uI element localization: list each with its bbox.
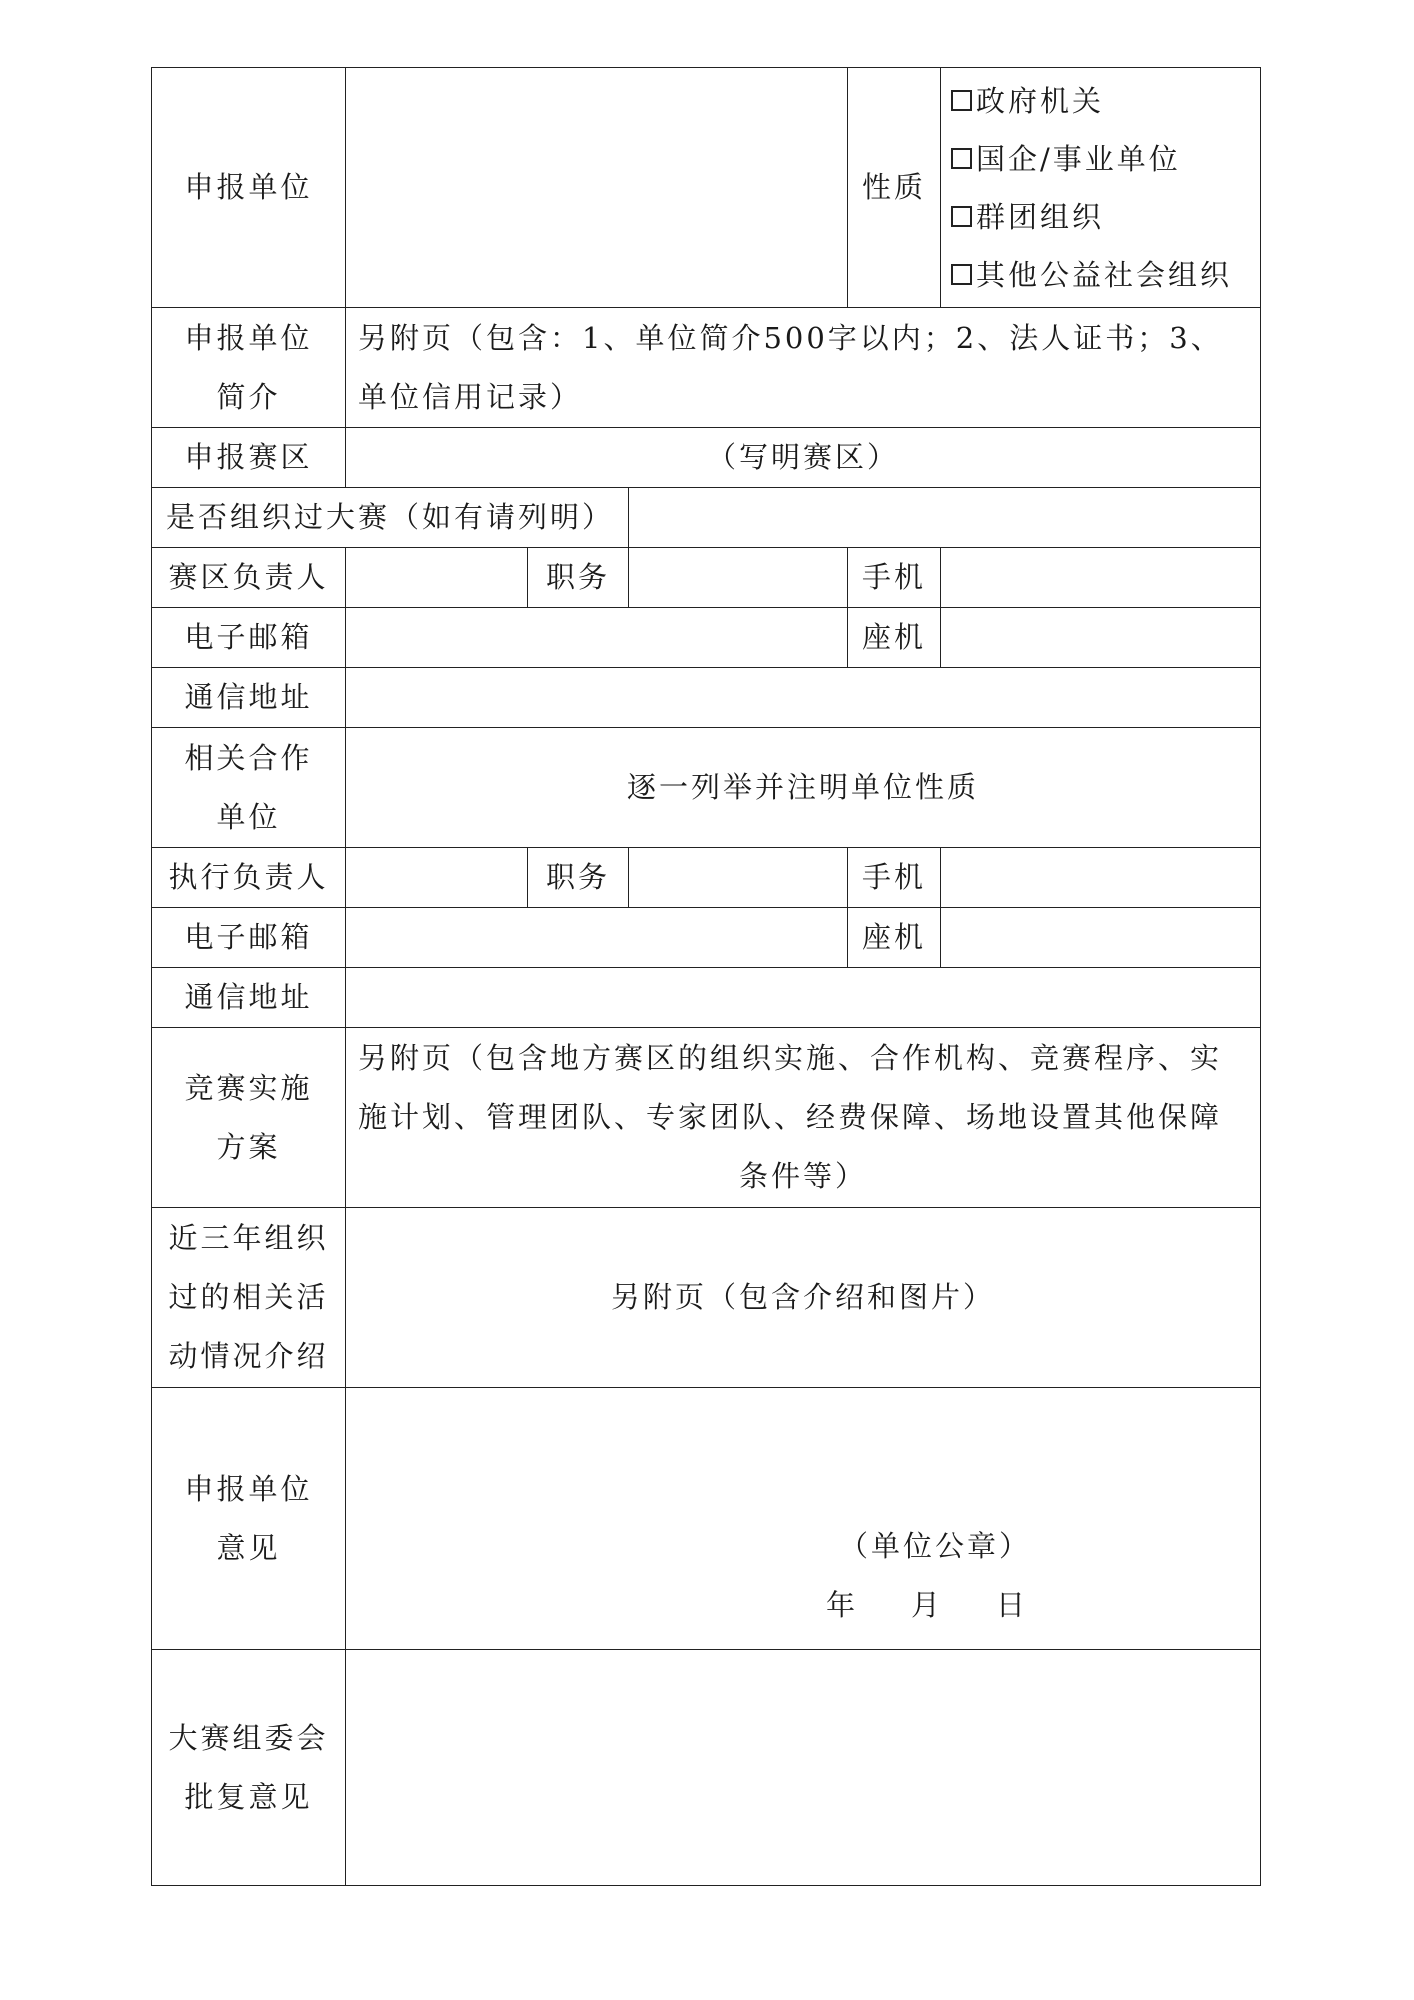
applicant-opinion-label bbox=[152, 1388, 346, 1650]
date-line bbox=[826, 1583, 1025, 1624]
position-field[interactable] bbox=[629, 848, 848, 908]
row-executive-leader bbox=[152, 848, 1261, 908]
applicant-unit-label: 申报单位 bbox=[152, 68, 346, 308]
label-line: 大赛组委会 bbox=[168, 1720, 329, 1755]
row-address-2 bbox=[152, 968, 1261, 1028]
row-email-1 bbox=[152, 608, 1261, 668]
position-field[interactable] bbox=[629, 548, 848, 608]
content-line: 单位信用记录） bbox=[358, 379, 583, 414]
row-partners bbox=[152, 728, 1261, 848]
row-committee-reply bbox=[152, 1650, 1261, 1886]
mobile-label: 手机 bbox=[848, 548, 941, 608]
content-line: 条件等） bbox=[739, 1159, 868, 1193]
option-label: 政府机关 bbox=[976, 83, 1105, 118]
row-implementation-plan bbox=[152, 1028, 1261, 1208]
unit-seal-text: （单位公章） bbox=[839, 1529, 1032, 1563]
executive-leader-label: 执行负责人 bbox=[152, 848, 346, 908]
partners-field[interactable]: 逐一列举并注明单位性质 bbox=[346, 728, 1261, 848]
applicant-unit-field[interactable] bbox=[346, 68, 848, 308]
past-competitions-field[interactable] bbox=[629, 488, 1261, 548]
address-field[interactable] bbox=[346, 668, 1261, 728]
row-applicant-unit bbox=[152, 68, 1261, 308]
row-unit-intro bbox=[152, 308, 1261, 428]
email-field[interactable] bbox=[346, 608, 848, 668]
label-line: 申报单位 bbox=[184, 320, 313, 355]
content-line: 另附页（包含地方赛区的组织实施、合作机构、竞赛程序、实 bbox=[358, 1041, 1223, 1075]
committee-reply-label bbox=[152, 1650, 346, 1886]
row-past-competitions bbox=[152, 488, 1261, 548]
address-field[interactable] bbox=[346, 968, 1261, 1028]
label-line: 单位 bbox=[216, 799, 281, 834]
month-label: 月 bbox=[911, 1588, 941, 1622]
label-line: 方案 bbox=[216, 1129, 281, 1164]
option-label: 其他公益社会组织 bbox=[976, 257, 1233, 292]
competition-zone-label: 申报赛区 bbox=[152, 428, 346, 488]
mobile-field[interactable] bbox=[941, 548, 1261, 608]
row-applicant-opinion bbox=[152, 1388, 1261, 1650]
content-line: 施计划、管理团队、专家团队、经费保障、场地设置其他保障 bbox=[358, 1100, 1223, 1134]
address-label: 通信地址 bbox=[152, 668, 346, 728]
unit-intro-content bbox=[346, 308, 1261, 428]
option-label: 国企/事业单位 bbox=[976, 141, 1181, 176]
row-recent-activities bbox=[152, 1208, 1261, 1388]
landline-label: 座机 bbox=[848, 608, 941, 668]
option-mass-organization[interactable] bbox=[951, 188, 1250, 246]
label-line: 竞赛实施 bbox=[184, 1070, 313, 1105]
committee-reply-field[interactable] bbox=[346, 1650, 1261, 1886]
position-label: 职务 bbox=[528, 548, 629, 608]
landline-label: 座机 bbox=[848, 908, 941, 968]
year-label: 年 bbox=[826, 1588, 856, 1622]
option-soe-institution[interactable] bbox=[951, 130, 1250, 188]
checkbox[interactable] bbox=[951, 148, 972, 169]
checkbox[interactable] bbox=[951, 264, 972, 285]
landline-field[interactable] bbox=[941, 608, 1261, 668]
label-line: 过的相关活 bbox=[168, 1280, 329, 1314]
label-line: 批复意见 bbox=[184, 1779, 313, 1814]
label-line: 近三年组织 bbox=[168, 1221, 329, 1255]
day-label: 日 bbox=[996, 1588, 1026, 1622]
zone-leader-label: 赛区负责人 bbox=[152, 548, 346, 608]
implementation-plan-content bbox=[346, 1028, 1261, 1208]
mobile-label: 手机 bbox=[848, 848, 941, 908]
unit-intro-label bbox=[152, 308, 346, 428]
email-field[interactable] bbox=[346, 908, 848, 968]
application-form-table bbox=[151, 67, 1261, 1886]
applicant-opinion-field[interactable] bbox=[346, 1388, 1261, 1650]
partners-label bbox=[152, 728, 346, 848]
position-label: 职务 bbox=[528, 848, 629, 908]
label-line: 简介 bbox=[216, 379, 281, 414]
row-email-2 bbox=[152, 908, 1261, 968]
row-zone-leader bbox=[152, 548, 1261, 608]
past-competitions-label: 是否组织过大赛（如有请列明） bbox=[152, 488, 629, 548]
label-line: 意见 bbox=[216, 1530, 281, 1565]
executive-leader-field[interactable] bbox=[346, 848, 528, 908]
address-label: 通信地址 bbox=[152, 968, 346, 1028]
email-label: 电子邮箱 bbox=[152, 608, 346, 668]
nature-options bbox=[941, 68, 1261, 308]
label-line: 动情况介绍 bbox=[168, 1339, 329, 1373]
label-line: 相关合作 bbox=[184, 740, 313, 775]
recent-activities-label bbox=[152, 1208, 346, 1388]
checkbox[interactable] bbox=[951, 206, 972, 227]
implementation-plan-label bbox=[152, 1028, 346, 1208]
label-line: 申报单位 bbox=[184, 1471, 313, 1506]
row-competition-zone bbox=[152, 428, 1261, 488]
option-other-nonprofit[interactable] bbox=[951, 246, 1250, 304]
competition-zone-field[interactable]: （写明赛区） bbox=[346, 428, 1261, 488]
option-label: 群团组织 bbox=[976, 199, 1105, 234]
email-label: 电子邮箱 bbox=[152, 908, 346, 968]
content-line: 另附页（包含：1、单位简介500字以内；2、法人证书；3、 bbox=[358, 320, 1223, 355]
landline-field[interactable] bbox=[941, 908, 1261, 968]
row-address-1 bbox=[152, 668, 1261, 728]
checkbox[interactable] bbox=[951, 90, 972, 111]
recent-activities-field[interactable]: 另附页（包含介绍和图片） bbox=[346, 1208, 1261, 1388]
mobile-field[interactable] bbox=[941, 848, 1261, 908]
zone-leader-field[interactable] bbox=[346, 548, 528, 608]
nature-label: 性质 bbox=[848, 68, 941, 308]
option-government[interactable] bbox=[951, 72, 1250, 130]
